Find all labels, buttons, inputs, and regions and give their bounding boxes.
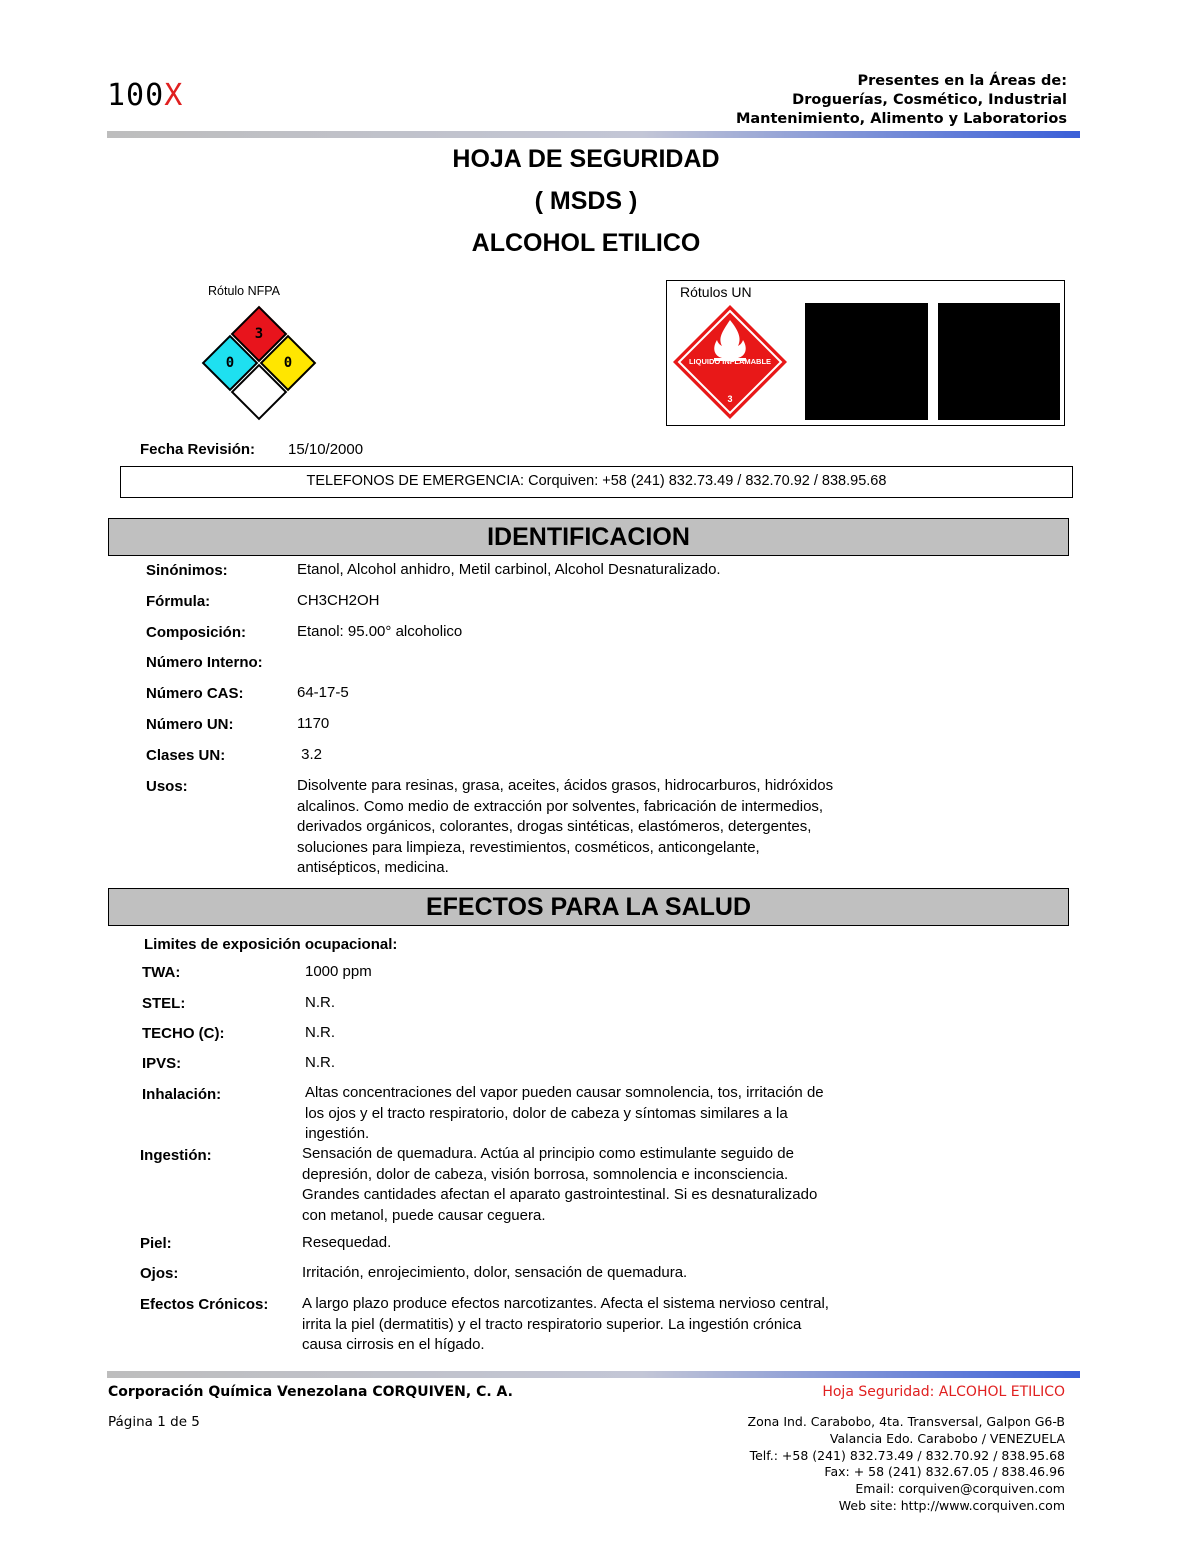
- text-line: alcalinos. Como medio de extracción por solventes, fabricación de intermedios,: [297, 797, 824, 815]
- field-value-multiline: [302, 1144, 817, 1226]
- text-line: Disolvente para resinas, grasa, aceites, ácidos grasos, hidrocarburos, hidróxidos: [297, 777, 834, 794]
- field-label: Efectos Crónicos:: [140, 1296, 269, 1313]
- field-label: Composición:: [146, 624, 246, 641]
- field-label: IPVS:: [142, 1055, 182, 1072]
- field-value: 3.2: [297, 746, 323, 763]
- text-line: derivados orgánicos, colorantes, drogas sintéticas, elastómeros, detergentes,: [297, 818, 812, 835]
- emergency-phones: TELEFONOS DE EMERGENCIA: Corquiven: +58 (241) 832.73.49 / 832.70.92 / 838.95.68: [120, 466, 1073, 498]
- text-line: antisépticos, medicina.: [297, 859, 449, 876]
- field-label: Inhalación:: [142, 1086, 222, 1103]
- footer-doc-name: Hoja Seguridad: ALCOHOL ETILICO: [822, 1384, 1065, 1400]
- field-label: Usos:: [146, 778, 188, 795]
- header-rule: [107, 131, 1080, 138]
- text-line: con metanol, puede causar ceguera.: [302, 1206, 546, 1224]
- field-label: Ingestión:: [140, 1147, 212, 1164]
- field-label: TWA:: [142, 964, 181, 981]
- field-label: Clases UN:: [146, 747, 226, 764]
- text-line: Sensación de quemadura. Actúa al principio como estimulante seguido de: [302, 1145, 794, 1162]
- placard-class: 3: [727, 394, 733, 404]
- logo-accent: X: [164, 78, 184, 113]
- address-line: Valancia Edo. Carabobo / VENEZUELA: [829, 1430, 1065, 1446]
- field-value-multiline: [297, 776, 833, 879]
- nfpa-flammability: 3: [254, 326, 264, 342]
- field-label: Número CAS:: [146, 685, 244, 702]
- subheading: Limites de exposición ocupacional:: [144, 936, 398, 953]
- text-line: soluciones para limpieza, revestimientos, cosméticos, anticongelante,: [297, 838, 760, 856]
- field-value: Etanol: 95.00° alcoholico: [297, 623, 463, 640]
- text-line: ingestión.: [305, 1125, 370, 1142]
- email-line: Email: corquiven@corquiven.com: [855, 1481, 1065, 1497]
- footer-company: Corporación Química Venezolana CORQUIVEN, C. A.: [108, 1384, 513, 1400]
- text-line: Grandes cantidades afectan el aparato gastrointestinal. Si es desnaturalizado: [302, 1186, 818, 1203]
- company-logo: [107, 78, 183, 113]
- areas-line: Droguerías, Cosmético, Industrial: [792, 92, 1067, 108]
- address-line: Telf.: +58 (241) 832.73.49 / 832.70.92 / 838.95.68: [749, 1447, 1065, 1463]
- field-label: Fórmula:: [146, 593, 211, 610]
- field-label: Ojos:: [140, 1265, 179, 1282]
- website-line: Web site: http://www.corquiven.com: [838, 1497, 1065, 1513]
- revision-date: 15/10/2000: [288, 441, 364, 458]
- nfpa-reactivity: 0: [283, 355, 293, 371]
- field-value: CH3CH2OH: [297, 592, 380, 609]
- section-efectos-salud: EFECTOS PARA LA SALUD: [108, 888, 1069, 926]
- doc-subtitle: ( MSDS ): [534, 187, 638, 215]
- placard-text: LIQUIDO INFLAMABLE: [688, 357, 772, 366]
- field-value: N.R.: [305, 994, 335, 1011]
- field-value: N.R.: [305, 1054, 335, 1071]
- section-identificacion: IDENTIFICACION: [108, 518, 1069, 556]
- text-line: A largo plazo produce efectos narcotizantes. Afecta el sistema nervioso central,: [302, 1295, 829, 1312]
- flammable-liquid-placard: [670, 302, 790, 422]
- field-value: 64-17-5: [297, 684, 349, 701]
- areas-block: [736, 72, 1067, 129]
- address-line: Zona Ind. Carabobo, 4ta. Transversal, Galpon G6-B: [747, 1414, 1065, 1429]
- field-label: Número Interno:: [146, 654, 263, 671]
- field-value: 1000 ppm: [305, 963, 372, 980]
- field-value: Irritación, enrojecimiento, dolor, sensación de quemadura.: [302, 1264, 688, 1281]
- field-value: Etanol, Alcohol anhidro, Metil carbinol, Alcohol Desnaturalizado.: [297, 561, 721, 578]
- un-labels-title: Rótulos UN: [680, 284, 752, 300]
- text-line: Altas concentraciones del vapor pueden causar somnolencia, tos, irritación de: [305, 1084, 824, 1101]
- field-value: Resequedad.: [302, 1234, 392, 1251]
- nfpa-label: Rótulo NFPA: [208, 284, 281, 298]
- doc-title: HOJA DE SEGURIDAD: [452, 145, 720, 173]
- field-value: 1170: [297, 715, 330, 732]
- text-line: depresión, dolor de cabeza, visión borrosa, somnolencia e inconsciencia.: [302, 1165, 789, 1183]
- field-value: N.R.: [305, 1024, 335, 1041]
- field-label: Número UN:: [146, 716, 234, 733]
- nfpa-diamond: [200, 304, 318, 422]
- areas-line: Presentes en la Áreas de:: [857, 73, 1067, 89]
- revision-label: Fecha Revisión:: [140, 441, 256, 458]
- field-label: Sinónimos:: [146, 562, 228, 579]
- text-line: irrita la piel (dermatitis) y el tracto respiratorio superior. La ingestión crónica: [302, 1315, 802, 1333]
- footer-rule: [107, 1371, 1080, 1378]
- product-name: ALCOHOL ETILICO: [471, 229, 701, 257]
- field-label: STEL:: [142, 995, 186, 1012]
- text-line: los ojos y el tracto respiratorio, dolor de cabeza y síntomas similares a la: [305, 1104, 788, 1122]
- page-number: Página 1 de 5: [108, 1414, 200, 1430]
- field-label: Piel:: [140, 1235, 172, 1252]
- field-value-multiline: [305, 1083, 824, 1145]
- un-label-placeholder-2: [938, 303, 1060, 420]
- nfpa-health: 0: [225, 355, 235, 371]
- areas-line: Mantenimiento, Alimento y Laboratorios: [735, 111, 1067, 127]
- footer-address: [748, 1414, 1065, 1515]
- field-label: TECHO (C):: [142, 1025, 225, 1042]
- address-line: Fax: + 58 (241) 832.67.05 / 838.46.96: [824, 1464, 1065, 1480]
- logo-text: 100: [107, 78, 165, 113]
- text-line: causa cirrosis en el hígado.: [302, 1336, 485, 1353]
- un-label-placeholder-1: [805, 303, 928, 420]
- field-value-multiline: [302, 1294, 829, 1356]
